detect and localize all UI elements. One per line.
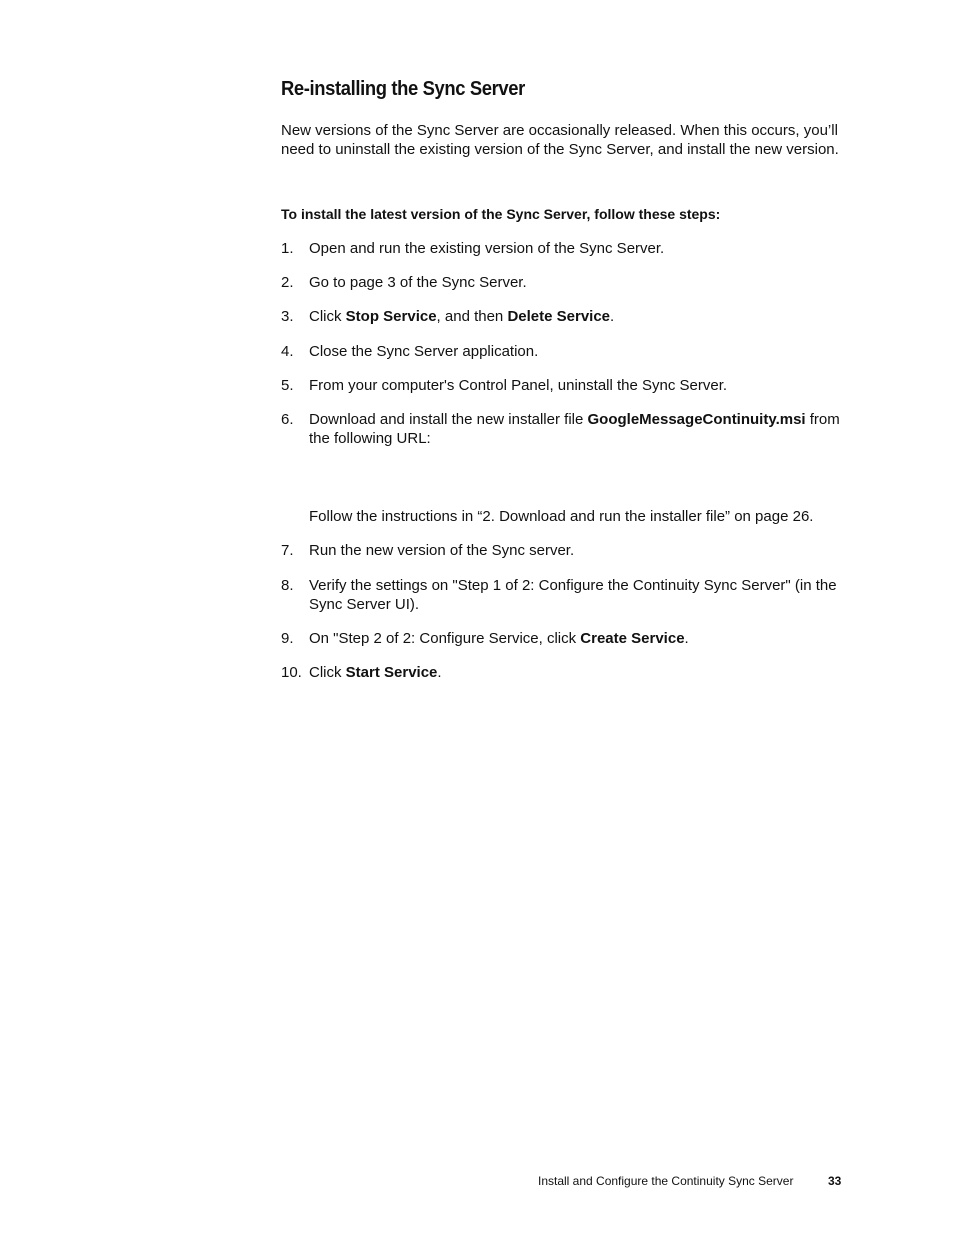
step-text-segment: .	[610, 308, 615, 325]
step-text-segment: Click	[309, 664, 346, 681]
step-text: Open and run the existing version of the Sync Server.	[309, 240, 665, 257]
footer-page-number: 33	[828, 1174, 842, 1188]
step-text-segment: , and then	[436, 308, 508, 325]
intro-paragraph: New versions of the Sync Server are occasionally released. When this occurs, you’ll need to uninstall the existing version of the Sync Server, and install the new version.	[281, 122, 839, 158]
follow-instructions-note: Follow the instructions in “2. Download and run the installer file” on page 26.	[309, 508, 814, 525]
step-number: 4.	[281, 343, 294, 360]
stop-service-label: Stop Service	[345, 308, 437, 325]
step-number: 7.	[281, 542, 294, 559]
step-number: 9.	[281, 630, 294, 647]
create-service-label: Create Service	[580, 630, 685, 647]
step-number: 3.	[281, 308, 294, 325]
section-title: Re-installing the Sync Server	[281, 78, 525, 100]
step-number: 1.	[281, 240, 294, 257]
installer-filename: GoogleMessageContinuity.msi	[587, 411, 806, 428]
step-text: From your computer's Control Panel, uninstall the Sync Server.	[309, 377, 728, 394]
start-service-label: Start Service	[345, 664, 438, 681]
footer-chapter-title: Install and Configure the Continuity Sync Server	[538, 1174, 794, 1188]
step-text	[309, 410, 846, 448]
step-number: 5.	[281, 377, 294, 394]
delete-service-label: Delete Service	[507, 308, 611, 325]
steps-heading: To install the latest version of the Sync Server, follow these steps:	[281, 206, 721, 222]
step-text-segment: Download and install the new installer file	[309, 411, 588, 428]
step-text: Go to page 3 of the Sync Server.	[309, 274, 527, 291]
step-number: 8.	[281, 577, 294, 594]
step-text-segment: .	[437, 664, 442, 681]
step-text: Run the new version of the Sync server.	[309, 542, 575, 559]
step-text	[309, 629, 846, 648]
step-text	[309, 307, 846, 326]
step-number: 6.	[281, 411, 294, 428]
step-text-segment: from the following URL:	[309, 411, 840, 447]
step-text	[309, 663, 846, 682]
step-number: 2.	[281, 274, 294, 291]
step-text: Close the Sync Server application.	[309, 343, 539, 360]
step-text-segment: Click	[309, 308, 346, 325]
step-text-segment: On "Step 2 of 2: Configure Service, click	[309, 630, 581, 647]
step-number: 10.	[281, 664, 302, 681]
step-text: Verify the settings on "Step 1 of 2: Configure the Continuity Sync Server" (in the Sync Server UI).	[309, 577, 837, 613]
step-text-segment: .	[684, 630, 689, 647]
